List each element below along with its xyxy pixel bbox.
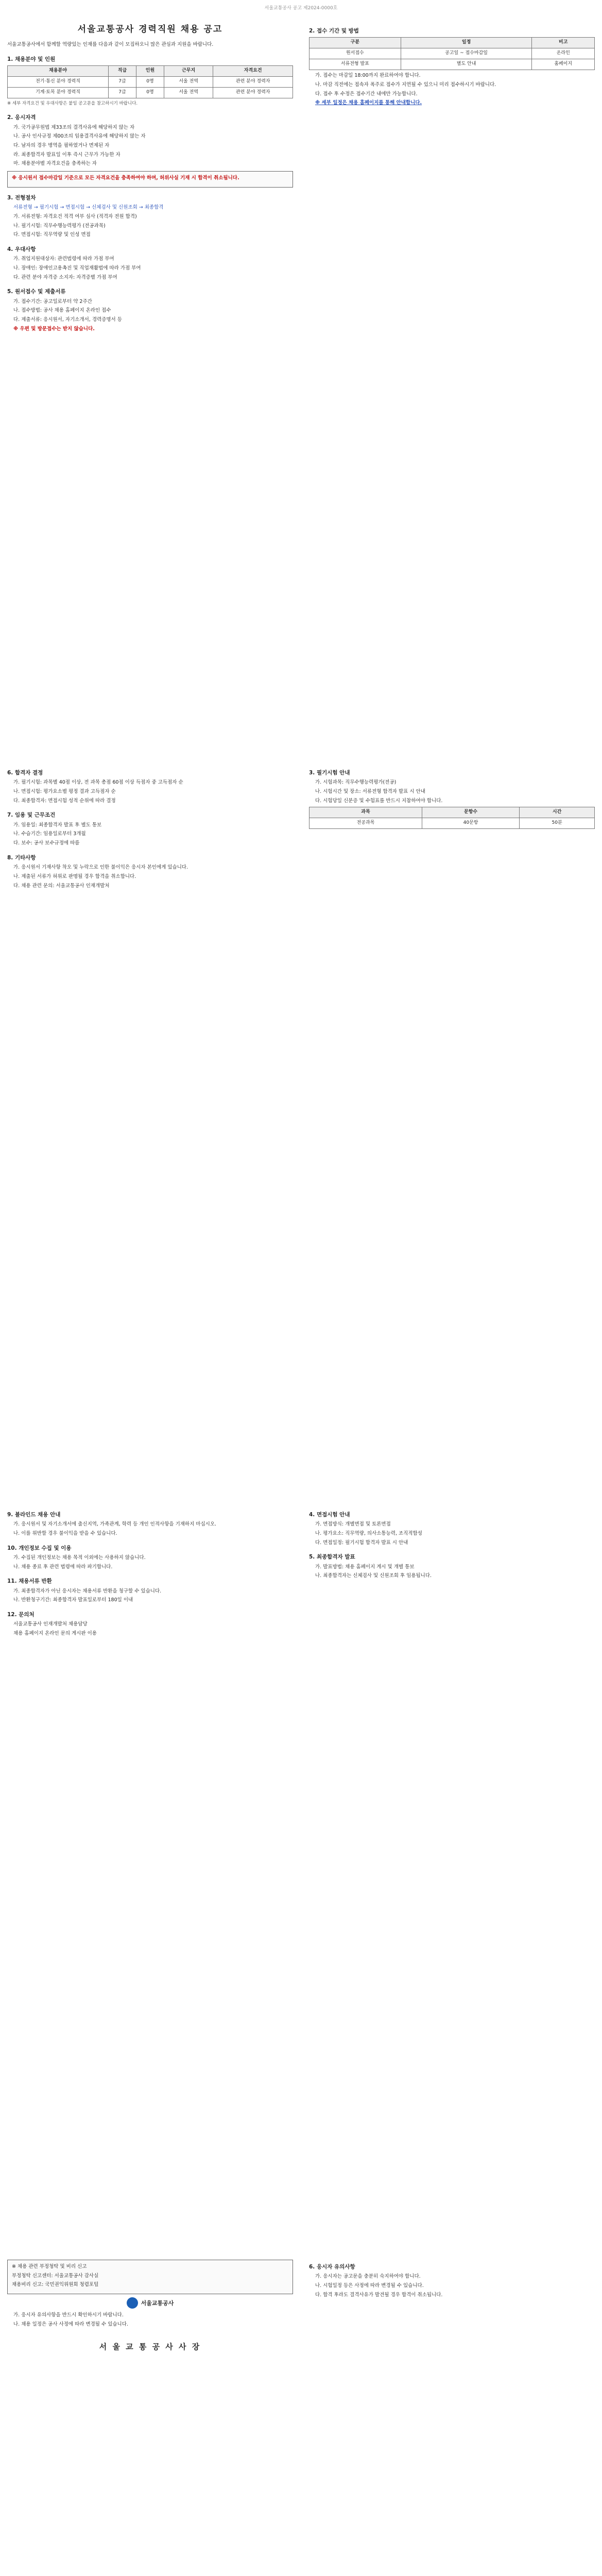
table-header: 과목 bbox=[309, 807, 422, 818]
list-item: 가. 접수기간: 공고일로부터 약 2주간 bbox=[13, 298, 92, 304]
section-heading: 3. 필기시험 안내 bbox=[309, 770, 350, 776]
list-item: 가. 응시자는 공고문을 충분히 숙지하여야 합니다. bbox=[315, 2274, 421, 2280]
table-cell: 0명 bbox=[136, 88, 164, 98]
schedule-table bbox=[309, 37, 595, 70]
left-block-3 bbox=[7, 1504, 293, 1639]
table-header: 인원 bbox=[136, 66, 164, 77]
list-item: 가. 취업지원대상자: 관련법령에 따라 가점 부여 bbox=[13, 256, 114, 262]
table-cell: 관련 분야 경력자 bbox=[213, 77, 293, 88]
page-header: 서울교통공사 공고 제2024-0000호 bbox=[264, 6, 338, 11]
list-item: 가. 접수는 마감일 18:00까지 완료하여야 합니다. bbox=[315, 73, 421, 79]
section-heading: 3. 전형절차 bbox=[7, 194, 36, 201]
list-item: 나. 제출된 서류가 허위로 판명될 경우 합격을 취소합니다. bbox=[13, 873, 136, 879]
table-header: 근무지 bbox=[164, 66, 213, 77]
list-item: 가. 임용일: 최종합격자 발표 후 별도 통보 bbox=[13, 822, 102, 828]
table-cell: 서류전형 발표 bbox=[309, 59, 401, 70]
table-cell: 기계·토목 분야 경력직 bbox=[8, 88, 109, 98]
list-item: 나. 수습기간: 임용일로부터 3개월 bbox=[13, 831, 86, 837]
section-heading: 11. 채용서류 반환 bbox=[7, 1578, 52, 1585]
recruit-table bbox=[7, 65, 293, 98]
notice-text: ※ 응시원서 접수마감일 기준으로 모든 자격요건을 충족하여야 하며, 허위사실 기재 시 합격이 취소됩니다. bbox=[12, 175, 239, 181]
exam-table bbox=[309, 807, 595, 829]
table-header: 구분 bbox=[309, 38, 401, 48]
table-cell: 7급 bbox=[109, 88, 136, 98]
table-cell: 7급 bbox=[109, 77, 136, 88]
section-heading: 5. 원서접수 및 제출서류 bbox=[7, 289, 66, 295]
org-signature: 서 울 교 통 공 사 사 장 bbox=[99, 2342, 201, 2351]
left-block-2 bbox=[7, 762, 293, 891]
section-heading: 7. 임용 및 근무조건 bbox=[7, 812, 56, 819]
table-header: 자격요건 bbox=[213, 66, 293, 77]
process-flow: 서류전형 → 필기시험 → 면접시험 → 신체검사 및 신원조회 → 최종합격 bbox=[13, 205, 164, 211]
list-item: 가. 최종합격자가 아닌 응시자는 채용서류 반환을 청구할 수 있습니다. bbox=[13, 1588, 162, 1594]
table-header: 문항수 bbox=[422, 807, 519, 818]
box-line: ※ 채용 관련 부정청탁 및 비리 신고 bbox=[12, 2264, 87, 2269]
section-heading: 4. 우대사항 bbox=[7, 246, 36, 253]
list-item: 나. 시험일정 등은 사정에 따라 변경될 수 있습니다. bbox=[315, 2282, 424, 2289]
list-item: 가. 수집된 개인정보는 채용 목적 이외에는 사용하지 않습니다. bbox=[13, 1554, 146, 1561]
table-row bbox=[8, 77, 293, 88]
highlight-text: ※ 세부 일정은 채용 홈페이지를 통해 안내합니다. bbox=[315, 100, 422, 106]
list-item: 다. 남자의 경우 병역을 필하였거나 면제된 자 bbox=[13, 143, 110, 149]
list-item: 다. 관련 분야 자격증 소지자: 자격증별 가점 부여 bbox=[13, 274, 117, 280]
list-item: 나. 최종합격자는 신체검사 및 신원조회 후 임용됩니다. bbox=[315, 1573, 432, 1579]
list-item: 다. 최종합격자: 면접시험 성적 순위에 따라 결정 bbox=[13, 798, 116, 804]
list-item: 나. 접수방법: 공사 채용 홈페이지 온라인 접수 bbox=[13, 308, 111, 314]
table-cell: 0명 bbox=[136, 77, 164, 88]
table-header: 채용분야 bbox=[8, 66, 109, 77]
table-cell: 50분 bbox=[520, 818, 595, 829]
list-item: 나. 평가요소: 직무역량, 의사소통능력, 조직적합성 bbox=[315, 1530, 422, 1536]
section-heading: 9. 블라인드 채용 안내 bbox=[7, 1512, 61, 1518]
list-item: 나. 공사 인사규정 제00조의 임용결격사유에 해당하지 않는 자 bbox=[13, 133, 146, 140]
list-item: 나. 필기시험: 직무수행능력평가 (전공과목) bbox=[13, 223, 106, 229]
right-block-3 bbox=[309, 1504, 595, 1582]
list-item: 가. 응시원서 기재사항 착오 및 누락으로 인한 불이익은 응시자 본인에게 있습니다. bbox=[13, 865, 188, 871]
report-box bbox=[7, 2260, 293, 2294]
list-item: 나. 면접시험: 평가요소별 평정 결과 고득점자 순 bbox=[13, 788, 116, 794]
table-header: 비고 bbox=[532, 38, 595, 48]
list-item: 가. 면접방식: 개별면접 및 토론면접 bbox=[315, 1521, 391, 1528]
table-cell: 서울 전역 bbox=[164, 88, 213, 98]
list-item: 다. 시험당일 신분증 및 수험표를 반드시 지참하여야 합니다. bbox=[315, 798, 443, 804]
list-item: 가. 국가공무원법 제33조의 결격사유에 해당하지 않는 자 bbox=[13, 124, 135, 130]
section-heading: 2. 접수 기간 및 방법 bbox=[309, 28, 359, 34]
section-heading: 1. 채용분야 및 인원 bbox=[7, 56, 56, 63]
list-item: 가. 서류전형: 자격요건 적격 여부 심사 (적격자 전원 합격) bbox=[13, 213, 137, 219]
list-item: 다. 면접일정: 필기시험 합격자 발표 시 안내 bbox=[315, 1539, 408, 1546]
right-block-1 bbox=[309, 21, 595, 109]
table-row bbox=[309, 48, 595, 59]
list-item: 마. 채용분야별 자격요건을 충족하는 자 bbox=[13, 161, 97, 167]
section-heading: 4. 면접시험 안내 bbox=[309, 1512, 350, 1518]
left-block-1 bbox=[7, 21, 293, 335]
list-item: 다. 면접시험: 직무역량 및 인성 면접 bbox=[13, 232, 91, 238]
section-heading: 6. 합격자 결정 bbox=[7, 770, 43, 776]
list-item: 나. 마감 직전에는 접속자 폭주로 접수가 지연될 수 있으니 미리 접수하시기 바랍니다. bbox=[315, 81, 496, 88]
section-heading: 8. 기타사항 bbox=[7, 854, 36, 861]
section-heading: 5. 최종합격자 발표 bbox=[309, 1554, 355, 1561]
table-cell: 원서접수 bbox=[309, 48, 401, 59]
section-heading: 2. 응시자격 bbox=[7, 114, 36, 121]
table-cell: 별도 안내 bbox=[401, 59, 532, 70]
table-cell: 서울 전역 bbox=[164, 77, 213, 88]
table-header: 일정 bbox=[401, 38, 532, 48]
list-item: 다. 채용 관련 문의: 서울교통공사 인재개발처 bbox=[13, 883, 110, 889]
section-heading: 12. 문의처 bbox=[7, 1612, 35, 1618]
table-row bbox=[309, 818, 595, 829]
list-item: 나. 채용 일정은 공사 사정에 따라 변경될 수 있습니다. bbox=[13, 2321, 128, 2327]
section-heading: 10. 개인정보 수집 및 이용 bbox=[7, 1545, 72, 1551]
list-item: 나. 시험시간 및 장소: 서류전형 합격자 발표 시 안내 bbox=[315, 788, 425, 794]
list-item: 다. 접수 후 수정은 접수기간 내에만 가능합니다. bbox=[315, 91, 418, 97]
list-item: 가. 응시원서 및 자기소개서에 출신지역, 가족관계, 학력 등 개인 인적사항을 기재하지 마십시오. bbox=[13, 1521, 217, 1528]
box-line: 부정청탁 신고센터: 서울교통공사 감사실 bbox=[12, 2273, 99, 2279]
list-item: 서울교통공사 인재개발처 채용담당 bbox=[13, 1621, 88, 1628]
right-block-4 bbox=[309, 2257, 595, 2300]
intro-text: 서울교통공사에서 함께할 역량있는 인재를 다음과 같이 모집하오니 많은 관심과 지원을 바랍니다. bbox=[7, 42, 214, 48]
list-item: 나. 반환청구기간: 최종합격자 발표일로부터 180일 이내 bbox=[13, 1597, 133, 1603]
list-item: 나. 이를 위반할 경우 불이익을 받을 수 있습니다. bbox=[13, 1530, 117, 1536]
list-item: 가. 시험과목: 직무수행능력평가(전공) bbox=[315, 779, 397, 786]
list-item: 다. 합격 후라도 결격사유가 발견될 경우 합격이 취소됩니다. bbox=[315, 2292, 443, 2298]
table-row bbox=[309, 59, 595, 70]
list-item: 다. 제출서류: 응시원서, 자기소개서, 경력증명서 등 bbox=[13, 317, 122, 323]
org-logo-text: 서울교통공사 bbox=[141, 2299, 174, 2307]
right-block-2 bbox=[309, 762, 595, 831]
notice-box bbox=[7, 171, 293, 188]
list-item: 라. 최종합격자 발표일 이후 즉시 근무가 가능한 자 bbox=[13, 151, 121, 158]
list-item: 채용 홈페이지 온라인 문의 게시판 이용 bbox=[13, 1631, 97, 1637]
list-item: 다. 보수: 공사 보수규정에 따름 bbox=[13, 840, 80, 846]
announcement-title: 서울교통공사 경력직원 채용 공고 bbox=[77, 24, 223, 35]
org-logo-icon bbox=[127, 2297, 138, 2309]
list-item: 가. 응시자 유의사항을 반드시 확인하시기 바랍니다. bbox=[13, 2312, 124, 2318]
left-block-4 bbox=[7, 2257, 293, 2365]
section-heading: 6. 응시자 유의사항 bbox=[309, 2264, 355, 2270]
table-header: 직급 bbox=[109, 66, 136, 77]
table-cell: 전기·통신 분야 경력직 bbox=[8, 77, 109, 88]
table-cell: 홈페이지 bbox=[532, 59, 595, 70]
list-item: 가. 필기시험: 과목별 40점 이상, 전 과목 총점 60점 이상 득점자 중 고득점자 순 bbox=[13, 779, 183, 786]
list-item: 나. 장애인: 장애인고용촉진 및 직업재활법에 따라 가점 부여 bbox=[13, 265, 141, 272]
table-note: ※ 세부 자격요건 및 우대사항은 붙임 공고문을 참고하시기 바랍니다. bbox=[7, 101, 138, 107]
list-item: 나. 채용 종료 후 관련 법령에 따라 파기합니다. bbox=[13, 1564, 113, 1570]
list-item: 가. 발표방법: 채용 홈페이지 게시 및 개별 통보 bbox=[315, 1564, 415, 1570]
table-cell: 전공과목 bbox=[309, 818, 422, 829]
table-cell: 40문항 bbox=[422, 818, 519, 829]
box-line: 채용비리 신고: 국민권익위원회 청렴포털 bbox=[12, 2282, 99, 2288]
warning-text: ※ 우편 및 방문접수는 받지 않습니다. bbox=[13, 326, 95, 332]
org-logo bbox=[7, 2297, 293, 2309]
table-row bbox=[8, 88, 293, 98]
table-cell: 공고일 ~ 접수마감일 bbox=[401, 48, 532, 59]
table-cell: 관련 분야 경력자 bbox=[213, 88, 293, 98]
table-cell: 온라인 bbox=[532, 48, 595, 59]
table-header: 시간 bbox=[520, 807, 595, 818]
